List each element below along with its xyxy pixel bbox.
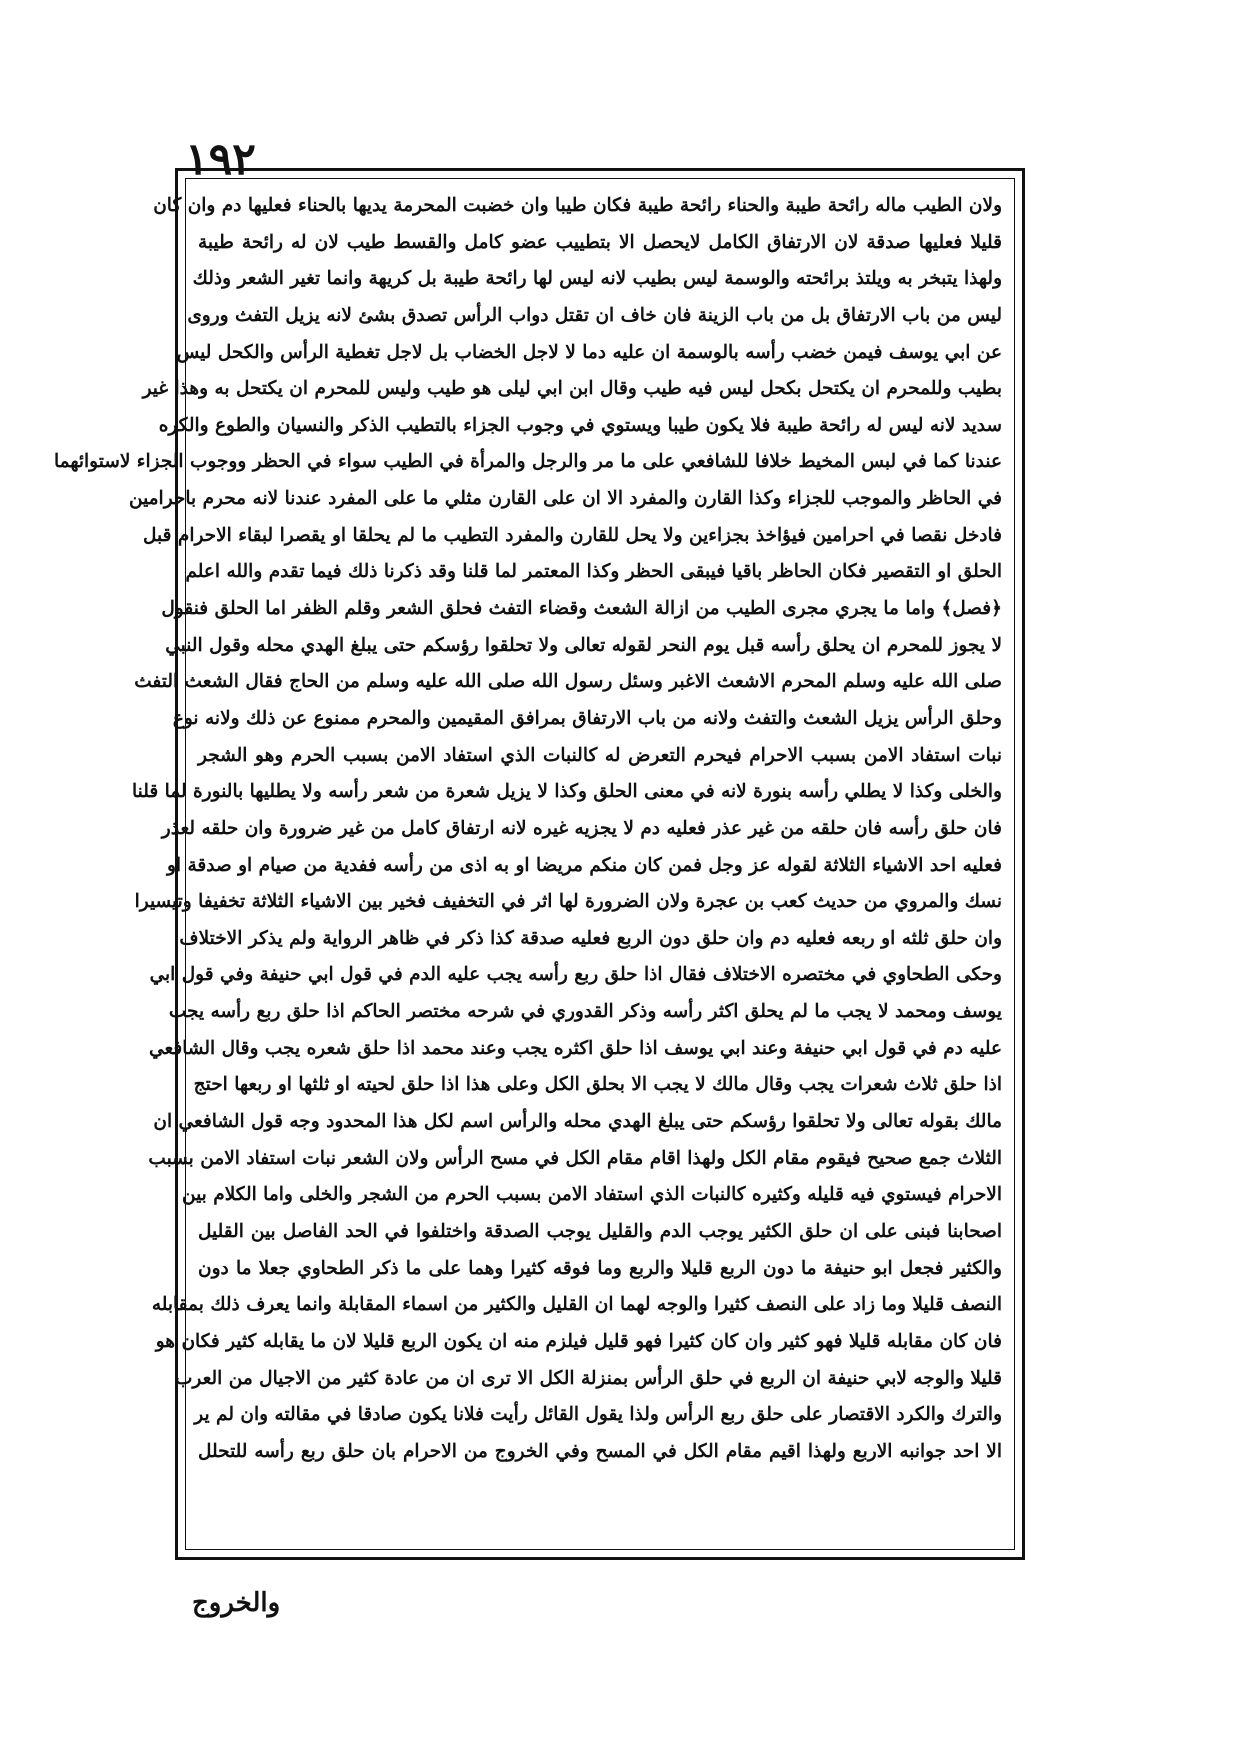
text-line: قليلا والوجه لابي حنيفة ان الربع في حلق الرأس بمنزلة الكل الا ترى ان من عادة كثير من الاجيال من العرب bbox=[174, 1367, 1002, 1389]
text-line: فان كان مقابله قليلا فهو كثير وان كان كثيرا فهو قليل فيلزم منه ان يكون الربع قليلا لان ما يقابله كثير فكان هو bbox=[155, 1330, 1002, 1352]
text-line: الحلق او التقصير فكان الحاظر باقيا فيبقى الحظر وكذا المعتمر لما قلنا وقد ذكرنا ذلك فيما تقدم والله اعلم bbox=[185, 561, 1002, 583]
text-line bbox=[198, 1470, 1002, 1507]
text-line: والخلى وكذا لا يطلي رأسه بنورة لانه في معنى الحلق وكذا لا يزيل شعرة من شعر رأسه ولا يطليها بالنورة لما قلنا bbox=[132, 781, 1002, 803]
section-heading-line: ﴿فصل﴾ واما ما يجري مجرى الطيب من ازالة الشعث وقضاء التفث فحلق الشعر وقلم الظفر اما الحلق فنقول bbox=[161, 598, 1002, 620]
text-line: بطيب وللمحرم ان يكتحل بكحل ليس فيه طيب وقال ابن ابي ليلى هو طيب وليس للمحرم ان يكتحل به وهذا غير bbox=[142, 378, 1002, 400]
text-line: الا احد جوانبه الاربع ولهذا اقيم مقام الكل في المسح وفي الخروج من الاحرام بان حلق ربع رأسه للتحلل bbox=[198, 1440, 1002, 1462]
text-line: قليلا فعليها صدقة لان الارتفاق الكامل لايحصل الا بتطييب عضو كامل والقسط طيب لان له رائحة طيبة bbox=[198, 231, 1002, 253]
text-line: الثلاث جمع صحيح فيقوم مقام الكل ولهذا اقام مقام الكل في مسح الرأس ولان الشعر نبات استفاد الامن بسبب bbox=[148, 1147, 1002, 1169]
text-line: ولهذا يتبخر به ويلتذ برائحته والوسمة ليس بطيب لانه ليس لها رائحة طيبة بل كريهة وانما تغير الشعر وذلك bbox=[192, 268, 1002, 290]
main-text-block bbox=[54, 188, 1002, 1544]
text-line: وان حلق ثلثه او ربعه فعليه دم وان حلق دون الربع فعليه صدقة كذا ذكر في ظاهر الرواية ولم يذكر الاختلاف bbox=[179, 927, 1002, 949]
text-line: والكثير فجعل ابو حنيفة ما دون الربع قليلا والربع وما فوقه كثيرا وهما على ما ذكر الطحاوي جعلا ما دون bbox=[198, 1257, 1002, 1279]
text-line: نبات استفاد الامن بسبب الاحرام فيحرم التعرض له كالنبات الذي استفاد الامن بسبب الحرم وهو الشجر bbox=[198, 744, 1002, 766]
text-line: يوسف ومحمد لا يجب ما لم يحلق اكثر رأسه وذكر القدوري في شرحه مختصر الحاكم اذا حلق ربع رأسه يجب bbox=[168, 1001, 1002, 1023]
text-line: في الحاظر والموجب للجزاء وكذا القارن والمفرد الا ان على القارن مثلي ما على المفرد عندنا لانه محرم باحرامين bbox=[128, 488, 1002, 510]
text-line: وحكى الطحاوي في مختصره الاختلاف فقال اذا حلق ربع رأسه يجب عليه الدم في قول ابي حنيفة وفي قول ابي bbox=[149, 964, 1002, 986]
text-line: والترك والكرد الاقتصار على حلق ربع الرأس ولذا يقول القائل رأيت فلانا يكون صادقا في مقالته وان لم ير bbox=[194, 1404, 1002, 1426]
text-line: عن ابي يوسف فيمن خضب رأسه بالوسمة ان عليه دما لا لاجل الخضاب بل لاجل تغطية الرأس والكحل ليس bbox=[176, 341, 1002, 363]
text-line: صلى الله عليه وسلم المحرم الاشعث الاغبر وسئل رسول الله صلى الله عليه وسلم من الحاج فقال الشعث التفث bbox=[134, 671, 1002, 693]
catchword: والخروج bbox=[192, 1588, 281, 1618]
text-line: فادخل نقصا في احرامين فيؤاخذ بجزاءين ولا يحل للقارن والمفرد التطيب ما لم يحلقا او يقصرا لبقاء الاحرام قبل bbox=[143, 524, 1002, 546]
text-line: مالك بقوله تعالى ولا تحلقوا رؤسكم حتى يبلغ الهدي محله والرأس اسم لكل هذا المحدود وجه قول الشافعي ان bbox=[153, 1111, 1002, 1133]
text-line: فعليه احد الاشياء الثلاثة لقوله عز وجل فمن كان منكم مريضا او به اذى من رأسه ففدية من صيام او صدقة او bbox=[166, 854, 1002, 876]
text-line: عندنا كما في لبس المخيط خلافا للشافعي على ما مر والرجل والمرأة في الطيب سواء في الحظر ووجوب الجزاء لاستوائهما bbox=[54, 451, 1002, 473]
text-line: عليه دم في قول ابي حنيفة وعند ابي يوسف اذا حلق اكثره يجب وعند محمد اذا حلق شعره يجب وقال الشافعي bbox=[149, 1037, 1002, 1059]
text-line: ولان الطيب ماله رائحة طيبة والحناء رائحة طيبة فكان طيبا وان خضبت المحرمة يديها بالحناء فعليها دم وان كان bbox=[153, 195, 1002, 216]
text-line: فان حلق رأسه فان حلقه من غير عذر فعليه دم لا يجزيه غيره لانه ارتفاق كامل من غير ضرورة وان حلقه لعذر bbox=[161, 817, 1002, 839]
text-line: سديد لانه ليس له رائحة طيبة فلا يكون طيبا ويستوي في وجوب الجزاء بالتطيب الذكر والنسيان والطوع والكره bbox=[158, 414, 1002, 436]
text-line: نسك والمروي من حديث كعب بن عجرة ولان الضرورة لها اثر في التخفيف فخير بين الاشياء الثلاثة تخفيفا وتيسيرا bbox=[134, 891, 1002, 913]
text-line: اصحابنا فبنى على ان حلق الكثير يوجب الدم والقليل يوجب الصدقة واختلفوا في الحد الفاصل بين القليل bbox=[198, 1220, 1002, 1242]
text-line: لا يجوز للمحرم ان يحلق رأسه قبل يوم النحر لقوله تعالى ولا تحلقوا رؤسكم حتى يبلغ الهدي محله وقول النبي bbox=[165, 634, 1002, 656]
text-line: اذا حلق ثلاث شعرات يجب وقال مالك لا يجب الا بحلق الكل وعلى هذا اذا حلق لحيته او ثلثها او ربعها احتج bbox=[193, 1074, 1002, 1096]
text-line: وحلق الرأس يزيل الشعث والتفث ولانه من باب الارتفاق بمرافق المقيمين والمحرم ممنوع عن ذلك ولانه نوع bbox=[172, 707, 1002, 729]
text-line: الاحرام فيستوي فيه قليله وكثيره كالنبات الذي استفاد الامن بسبب الحرم من الشجر والخلى واما الكلام بين bbox=[182, 1184, 1002, 1206]
page-number: ١٩٢ bbox=[185, 134, 256, 185]
text-line: النصف قليلا وما زاد على النصف كثيرا والوجه لهما ان القليل والكثير من اسماء المقابلة وانما يعرف ذلك بمقابله bbox=[151, 1294, 1002, 1316]
text-line: ليس من باب الارتفاق بل من باب الزينة فان خاف ان تقتل دواب الرأس تصدق بشئ لانه يزيل التفث وروى bbox=[187, 304, 1002, 326]
